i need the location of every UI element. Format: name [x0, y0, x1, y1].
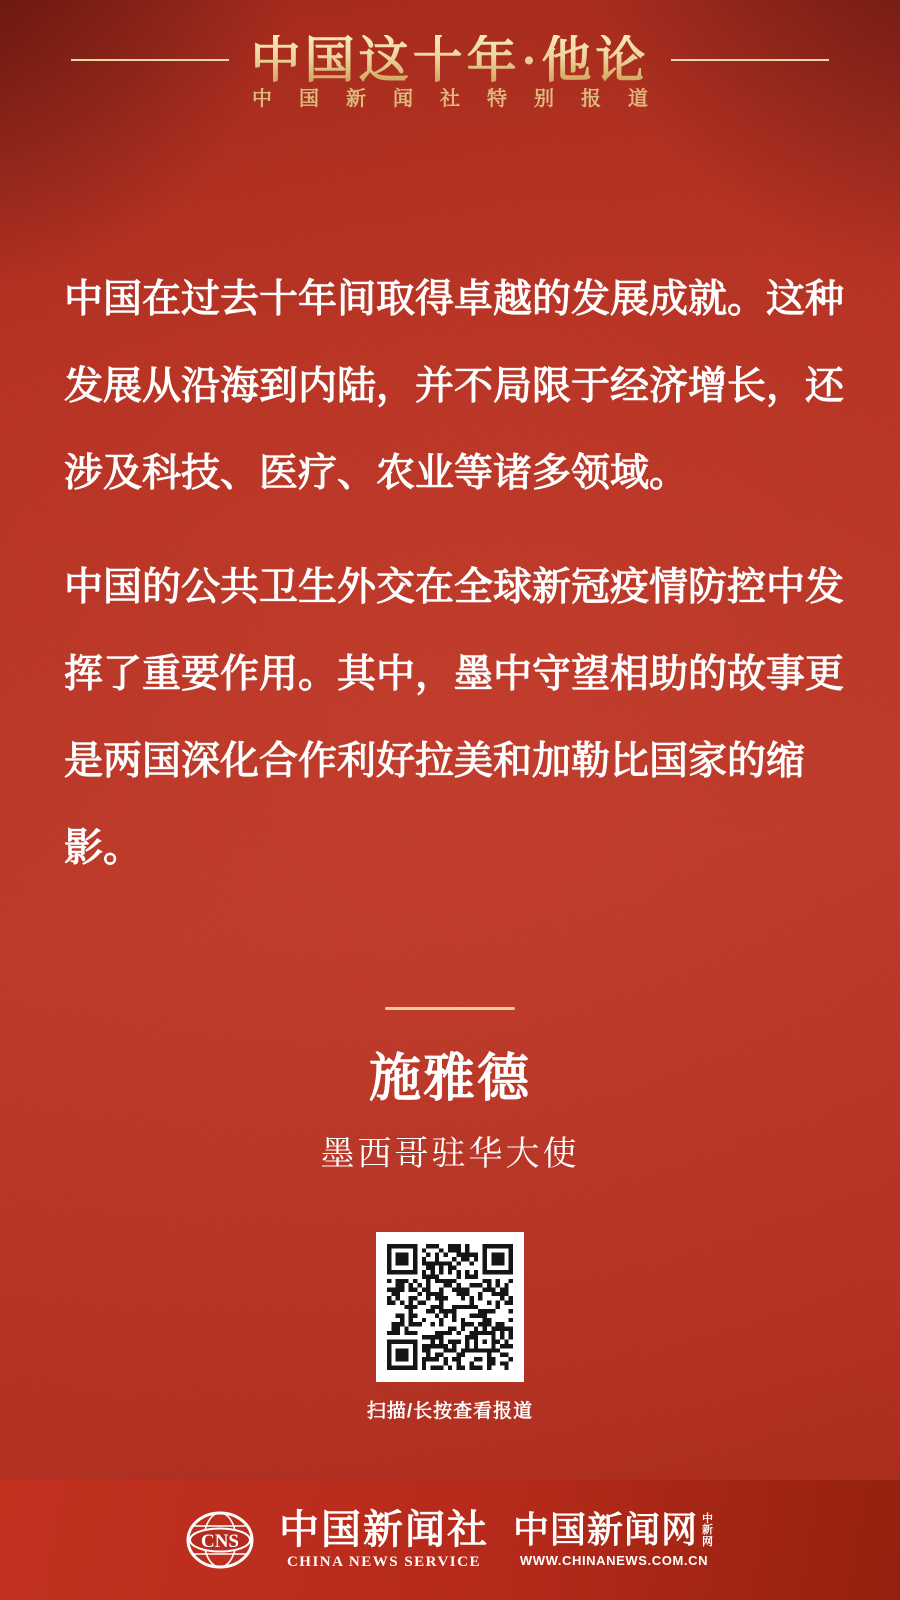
quote-line: 中国的公共卫生外交在全球新冠疫情防控中发 — [64, 566, 845, 609]
quote-line: 挥了重要作用。其中，墨中守望相助的故事更 — [64, 653, 845, 696]
attribution-divider — [385, 1007, 515, 1010]
quote-line: 是两国深化合作利好拉美和加勒比国家的缩 — [64, 740, 806, 783]
cns-name-cn: 中国新闻社 — [278, 1507, 489, 1552]
cns-globe-logo — [185, 1510, 255, 1570]
chinanews-badge: 中新网 — [702, 1512, 713, 1548]
quote-line: 发展从沿海到内陆，并不局限于经济增长，还 — [64, 365, 845, 408]
chinanews-name-cn: 中国新闻网 — [512, 1509, 698, 1550]
chinanews-url: WWW.CHINANEWS.COM.CN — [519, 1553, 709, 1569]
poster-title: 中国这十年·他论 — [250, 32, 650, 88]
qr-caption: 扫描/长按查看报道 — [366, 1401, 534, 1422]
quote-paragraph — [64, 544, 844, 892]
title-rule-left — [71, 59, 229, 61]
quote-paragraph — [64, 256, 844, 517]
footer — [0, 1480, 900, 1600]
cns-logo-text: CNS — [200, 1531, 239, 1552]
qr-code-pattern — [387, 1244, 513, 1370]
title-rule-right — [671, 59, 829, 61]
qr-code[interactable] — [376, 1232, 524, 1382]
speaker-name: 施雅德 — [368, 1050, 531, 1108]
quote-line: 中国在过去十年间取得卓越的发展成就。这种 — [64, 278, 845, 321]
speaker-role: 墨西哥驻华大使 — [320, 1135, 580, 1173]
poster-subtitle: 中国新闻社特别报道 — [252, 88, 675, 110]
header — [0, 30, 900, 90]
quote-body — [64, 256, 844, 892]
cns-name-en: CHINA NEWS SERVICE — [286, 1554, 481, 1570]
chinanews-brand — [512, 1509, 715, 1569]
quote-line: 影。 — [64, 827, 143, 870]
cns-brand — [279, 1509, 489, 1571]
quote-line: 涉及科技、医疗、农业等诸多领域。 — [64, 452, 689, 495]
